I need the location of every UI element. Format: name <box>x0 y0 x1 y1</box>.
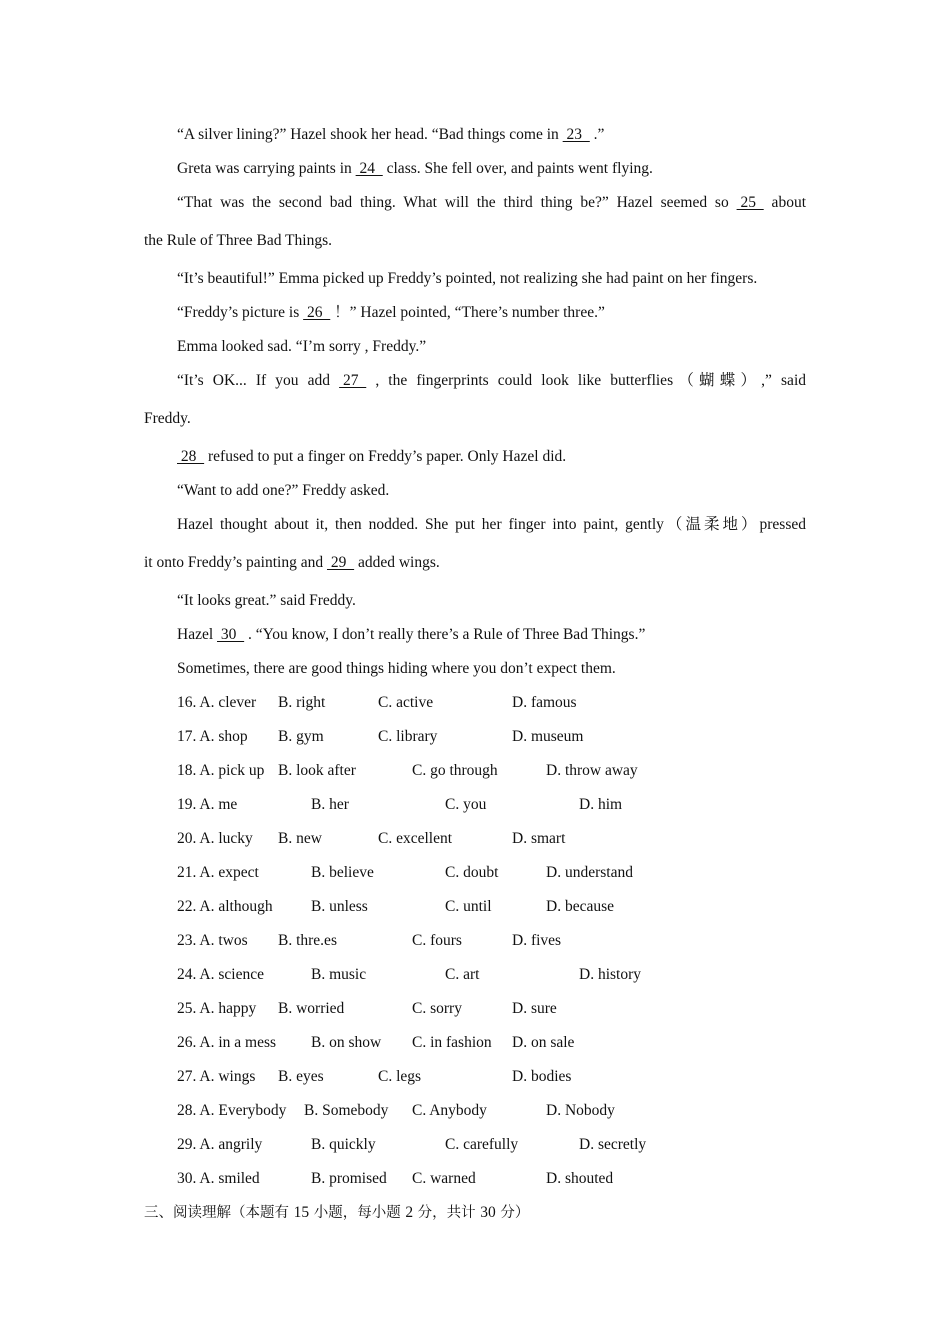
passage-line-p1 <box>144 118 806 152</box>
passage-text: “It’s OK... If you add <box>177 372 340 389</box>
option-a <box>177 822 253 856</box>
option-text: A. smiled <box>199 1170 260 1187</box>
passage-text: about <box>763 194 806 211</box>
passage-text: . “You know, I don’t really there’s a Rule of Three Bad Things.” <box>244 626 646 643</box>
option-c: C. library <box>378 728 438 745</box>
question-number: 16. <box>177 694 197 711</box>
question-number: 23. <box>177 932 197 949</box>
passage-line-p8 <box>144 440 806 474</box>
passage-text: “It’s beautiful!” Emma picked up Freddy’s pointed, not realizing she had paint on her fingers. <box>177 270 758 287</box>
option-text: A. twos <box>199 932 248 949</box>
question-29 <box>144 1128 806 1162</box>
passage-text: “A silver lining?” Hazel shook her head. “Bad things come in <box>177 126 563 143</box>
option-text: A. shop <box>199 728 248 745</box>
question-number: 19. <box>177 796 197 813</box>
option-a <box>177 788 237 822</box>
option-b: B. worried <box>278 1000 345 1017</box>
passage-line-p2 <box>144 152 806 186</box>
question-23 <box>144 924 806 958</box>
option-c: C. warned <box>412 1170 476 1187</box>
passage-text: Hazel thought about it, then nodded. She put her finger into paint, gently（温柔地）pressed <box>177 516 806 533</box>
passage-text: Hazel <box>177 626 218 643</box>
option-a <box>177 890 273 924</box>
question-number: 29. <box>177 1136 197 1153</box>
section-heading: 三、阅读理解（本题有 15 小题，每小题 2 分，共计 30 分） <box>144 1204 530 1221</box>
question-21 <box>144 856 806 890</box>
passage-text: Emma looked sad. “I’m sorry , Freddy.” <box>177 338 427 355</box>
option-c: C. go through <box>412 762 498 779</box>
option-a <box>177 1128 262 1162</box>
passage-text: Freddy. <box>144 410 191 427</box>
passage-text: refused to put a finger on Freddy’s paper. Only Hazel did. <box>204 448 567 465</box>
blank-27: 27 <box>339 372 367 389</box>
blank-23: 23 <box>562 126 590 143</box>
option-a <box>177 856 259 890</box>
question-16 <box>144 686 806 720</box>
passage-text: added wings. <box>354 554 440 571</box>
blank-26: 26 <box>303 304 331 321</box>
option-c: C. until <box>445 898 492 915</box>
passage-text: Greta was carrying paints in <box>177 160 356 177</box>
question-20 <box>144 822 806 856</box>
option-d: D. sure <box>512 1000 557 1017</box>
passage-text: “That was the second bad thing. What will the third thing be?” Hazel seemed so <box>177 194 737 211</box>
question-25 <box>144 992 806 1026</box>
question-number: 26. <box>177 1034 197 1051</box>
passage-text: “Want to add one?” Freddy asked. <box>177 482 390 499</box>
passage-line-p9 <box>144 474 806 508</box>
option-d: D. famous <box>512 694 577 711</box>
option-a <box>177 958 264 992</box>
option-text: A. science <box>199 966 264 983</box>
question-24 <box>144 958 806 992</box>
passage-line-p13 <box>144 652 806 686</box>
option-b: B. unless <box>311 898 368 915</box>
option-text: A. angrily <box>199 1136 263 1153</box>
option-b: B. right <box>278 694 326 711</box>
option-text: A. happy <box>199 1000 257 1017</box>
option-text: A. pick up <box>199 762 265 779</box>
option-text: A. clever <box>199 694 257 711</box>
option-c: C. fours <box>412 932 462 949</box>
option-d: D. secretly <box>579 1136 647 1153</box>
option-a <box>177 1026 276 1060</box>
passage-line-p6 <box>144 330 806 364</box>
option-b: B. her <box>311 796 349 813</box>
option-b: B. thre.es <box>278 932 337 949</box>
passage-line-p3b <box>144 224 806 262</box>
blank-25: 25 <box>736 194 764 211</box>
exam-page <box>144 118 806 1230</box>
question-17 <box>144 720 806 754</box>
option-b: B. look after <box>278 762 356 779</box>
option-a <box>177 754 264 788</box>
question-number: 27. <box>177 1068 197 1085</box>
passage-line-p12 <box>144 618 806 652</box>
passage-line-p4 <box>144 262 806 296</box>
option-d: D. him <box>579 796 623 813</box>
option-d: D. fives <box>512 932 562 949</box>
blank-30: 30 <box>217 626 245 643</box>
passage-text: “Freddy’s picture is <box>177 304 304 321</box>
option-b: B. on show <box>311 1034 382 1051</box>
option-d: D. because <box>546 898 614 915</box>
option-c: C. art <box>445 966 480 983</box>
option-text: A. although <box>199 898 273 915</box>
option-text: A. lucky <box>199 830 253 847</box>
passage-text: “It looks great.” said Freddy. <box>177 592 356 609</box>
option-a <box>177 1094 286 1128</box>
option-text: A. me <box>199 796 238 813</box>
passage-text: class. She fell over, and paints went flying. <box>382 160 653 177</box>
option-b: B. Somebody <box>304 1102 389 1119</box>
option-d: D. understand <box>546 864 633 881</box>
option-d: D. history <box>579 966 641 983</box>
question-number: 21. <box>177 864 197 881</box>
option-d: D. smart <box>512 830 566 847</box>
question-number: 17. <box>177 728 197 745</box>
question-number: 25. <box>177 1000 197 1017</box>
question-27 <box>144 1060 806 1094</box>
option-c: C. sorry <box>412 1000 462 1017</box>
option-b: B. quickly <box>311 1136 376 1153</box>
passage-text: it onto Freddy’s painting and <box>144 554 327 571</box>
question-26 <box>144 1026 806 1060</box>
option-b: B. new <box>278 830 322 847</box>
passage-line-p10b <box>144 546 806 584</box>
question-18 <box>144 754 806 788</box>
question-number: 18. <box>177 762 197 779</box>
option-a <box>177 992 256 1026</box>
option-d: D. museum <box>512 728 584 745</box>
passage-line-p3a <box>144 186 806 224</box>
option-d: D. throw away <box>546 762 638 779</box>
option-c: C. doubt <box>445 864 499 881</box>
question-number: 22. <box>177 898 197 915</box>
option-d: D. shouted <box>546 1170 614 1187</box>
option-c: C. excellent <box>378 830 453 847</box>
passage-line-p5 <box>144 296 806 330</box>
option-a <box>177 924 248 958</box>
option-text: A. wings <box>199 1068 256 1085</box>
option-d: D. on sale <box>512 1034 575 1051</box>
option-c: C. legs <box>378 1068 422 1085</box>
passage-line-p10a <box>144 508 806 546</box>
passage-text: .” <box>589 126 605 143</box>
option-a <box>177 1060 255 1094</box>
question-22 <box>144 890 806 924</box>
cloze-passage <box>144 118 806 686</box>
option-a <box>177 686 256 720</box>
option-d: D. Nobody <box>546 1102 615 1119</box>
question-number: 20. <box>177 830 197 847</box>
option-b: B. believe <box>311 864 374 881</box>
blank-28: 28 <box>177 448 205 465</box>
passage-text: , the fingerprints could look like butterflies（蝴蝶）,” said <box>366 372 806 389</box>
question-number: 30. <box>177 1170 197 1187</box>
option-d: D. bodies <box>512 1068 572 1085</box>
option-b: B. eyes <box>278 1068 324 1085</box>
option-c: C. active <box>378 694 434 711</box>
option-a <box>177 1162 260 1196</box>
question-30 <box>144 1162 806 1196</box>
option-text: A. in a mess <box>199 1034 277 1051</box>
question-28 <box>144 1094 806 1128</box>
blank-24: 24 <box>355 160 383 177</box>
passage-line-p7a <box>144 364 806 402</box>
passage-text: ！” Hazel pointed, “There’s number three.” <box>330 304 605 321</box>
option-text: A. Everybody <box>199 1102 287 1119</box>
option-text: A. expect <box>199 864 259 881</box>
cloze-questions <box>144 686 806 1196</box>
option-b: B. music <box>311 966 367 983</box>
question-19 <box>144 788 806 822</box>
passage-text: Sometimes, there are good things hiding where you don’t expect them. <box>177 660 616 677</box>
option-c: C. Anybody <box>412 1102 487 1119</box>
option-c: C. you <box>445 796 487 813</box>
option-c: C. in fashion <box>412 1034 492 1051</box>
option-b: B. gym <box>278 728 324 745</box>
blank-29: 29 <box>326 554 355 571</box>
option-b: B. promised <box>311 1170 387 1187</box>
passage-text: the Rule of Three Bad Things. <box>144 232 332 249</box>
question-number: 24. <box>177 966 197 983</box>
question-number: 28. <box>177 1102 197 1119</box>
passage-line-p7b <box>144 402 806 440</box>
passage-line-p11 <box>144 584 806 618</box>
option-a <box>177 720 248 754</box>
option-c: C. carefully <box>445 1136 519 1153</box>
